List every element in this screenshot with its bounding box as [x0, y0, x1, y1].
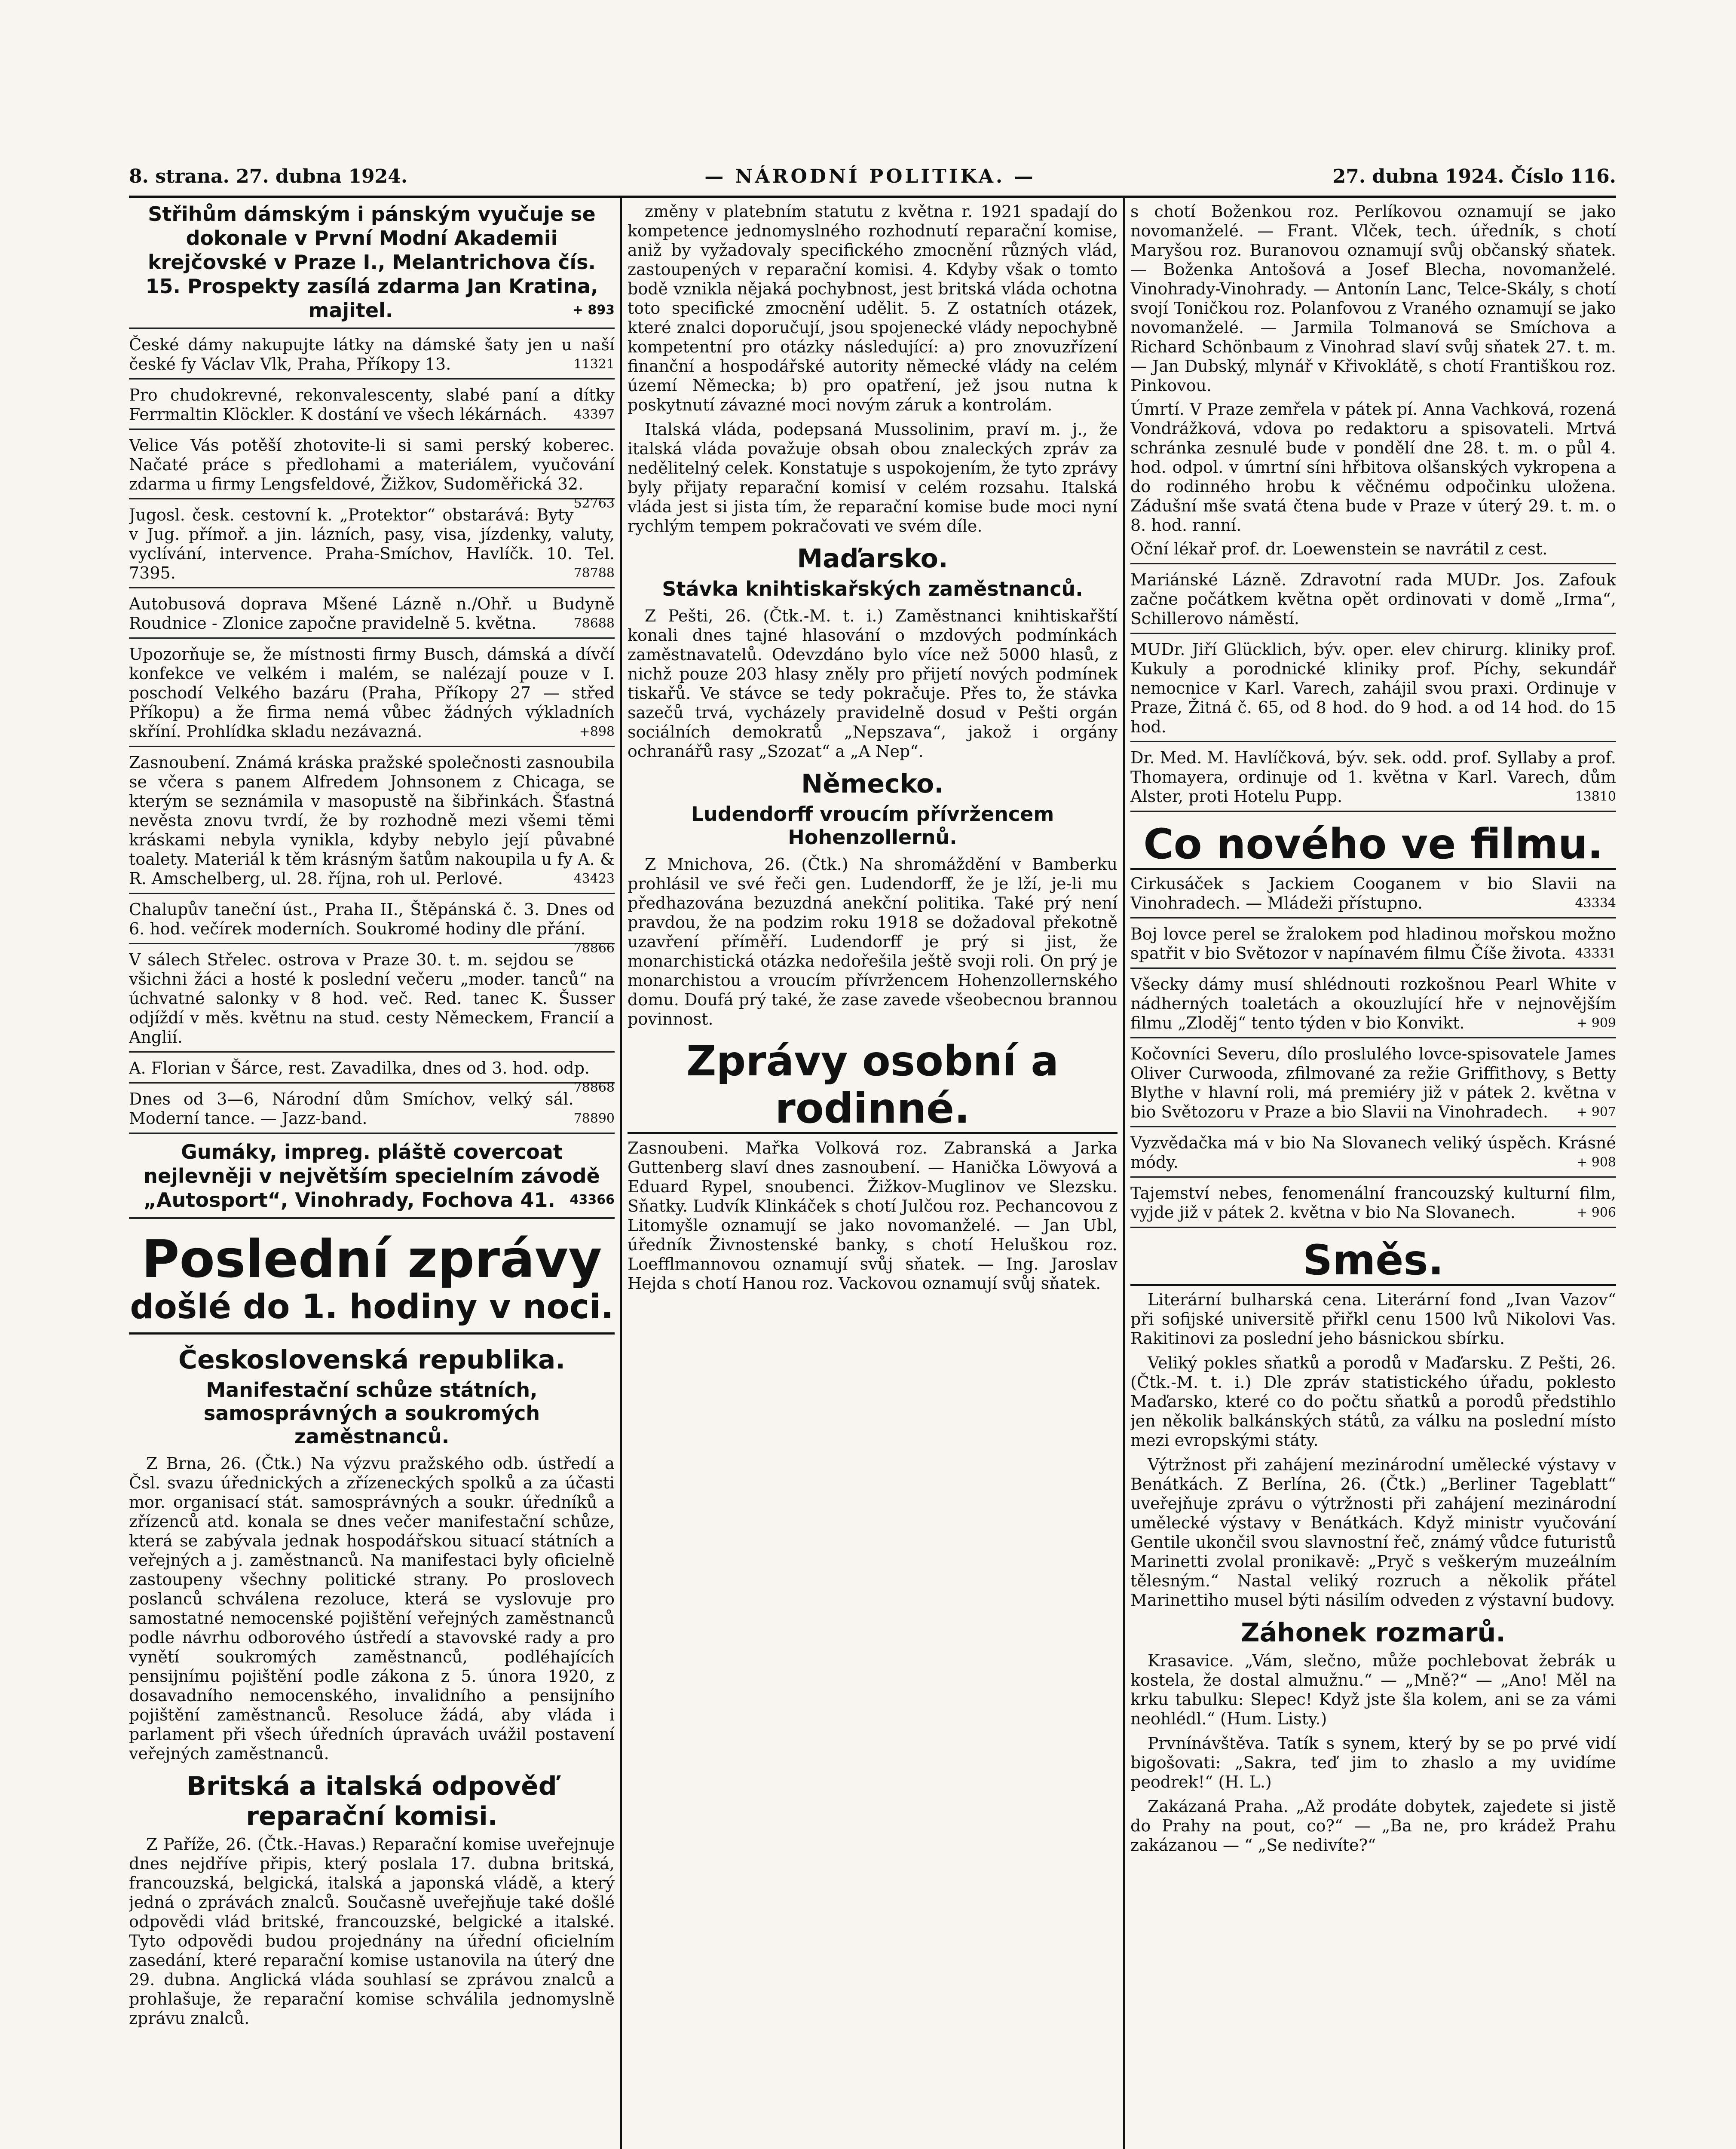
ad-chalupa-dance: Chalupův taneční úst., Praha II., Štěpánská č. 3. Dnes od 6. hod. večírek moderních. Soukromé hodiny dle přání. 78866	[129, 900, 615, 956]
film-notice: Boj lovce perel se žralokem pod hladinou mořskou možno spatřit v bio Světozor v napínavém filmu Číše života. 43331	[1130, 924, 1616, 969]
column-2	[628, 202, 1118, 2149]
section-title: Zprávy osobní a rodinné.	[628, 1038, 1118, 1134]
article-body: Literární bulharská cena. Literární fond „Ivan Vazov“ při sofijské universitě přiřkl cenu 1500 lvů Nikolovi Vas. Rakitinovi za poslední jeho básnickou sbírku.	[1130, 1290, 1616, 1348]
ad-ferrmaltin: Pro chudokrevné, rekonvalescenty, slabé paní a dítky Ferrmaltin Klöckler. K dostání ve všech lékárnách. 43397	[129, 386, 615, 430]
ad-fashion-academy: Střihům dámským i pánským vyučuje se dokonale v První Modní Akademii krejčovské v Praze I., Melantrichova čís. 15. Prospekty zasílá zdarma Jan Kratina, majitel. + 893	[129, 202, 615, 329]
article-body: Z Mnichova, 26. (Čtk.) Na shromáždění v Bamberku prohlásil ve své řeči gen. Ludendorff, že je lží, je-li mu předhazována bezuzdná anekční politika. Také prý není pravdou, že na podzim roku 1918 se dožadoval překotně uzavření příměří. Ludendorff je prý si jist, že monarchistická otázka nedořešila ještě svoji roli. On prý je monarchistou a vroucím přívržencem Hohenzollernského domu. Doufá prý také, že zase zavede všeobecnou brannou povinnost.	[628, 855, 1118, 1029]
joke: Zakázaná Praha. „Až prodáte dobytek, zajedete si jistě do Prahy na pout, co?“ — „Ba ne, pro krádež Prahu zakázanou — “ „Se nedivíte?“	[1130, 1797, 1616, 1855]
ad-engagement: Zasnoubení. Známá kráska pražské společnosti zasnoubila se včera s panem Alfredem Johnsonem z Chicaga, se kterým se seznámila v masopustě na šibřinkách. Šťastná nevěsta znovu tvrdí, že by rozhodně mezi všemi těmi kráskami nebyla vynikla, kdyby nebylo její půvabné toalety. Materiál k těm krásným šatům nakoupila u fy A. & R. Amschelberg, ul. 28. října, roh ul. Perlové. 43423	[129, 753, 615, 894]
section-title: Maďarsko.	[797, 544, 948, 574]
doctor-notice: Dr. Med. M. Havlíčková, býv. sek. odd. prof. Syllaby a prof. Thomayera, ordinuje od 1. května v Karl. Varech, dům Alster, proti Hotelu Pupp. 13810	[1130, 748, 1616, 812]
personal-news: Zasnoubeni. Mařka Volková roz. Zabranská a Jarka Guttenberg slaví dnes zasnoubení. — Hanička Löwyová a Eduard Rypel, snoubenci. Žižkov-Muglinov ve Slezsku. Sňatky. Ludvík Klinkáček s chotí Julčou roz. Pechancovou z Litomyšle oznamují se jako novomanželé. — Jan Ubl, úředník Živnostenské banky, s chotí Heluškou roz. Loefflmannovou oznamují svůj sňatek. — Ing. Jaroslav Hejda s chotí Hanou roz. Vackovou oznamují svůj sňatek.	[628, 1139, 1118, 1293]
joke: Krasavice. „Vám, slečno, může pochlebovat žebrák u kostela, že dostal almužnu.“ — „Mně?“ — „Ano! Měl na krku tabulku: Slepec! Když jste šla kolem, ani se za vámi neohlédl.“ (Hum. Listy.)	[1130, 1651, 1616, 1728]
article-headline: Manifestační schůze státních, samosprávných a soukromých zaměstnanců.	[203, 1378, 540, 1448]
section-title: Československá republika.	[178, 1345, 566, 1375]
film-notice: Všecky dámy musí shlédnouti rozkošnou Pearl White v nádherných toaletách a okouzlující hře v nejnovějším filmu „Zloděj“ tento týden v bio Konvikt. + 909	[1130, 975, 1616, 1038]
ad-persian-carpet: Velice Vás potěší zhotovite-li si sami perský koberec. Načaté práce s předlohami a materiálem, vyučování zdarma u firmy Lengsfeldové, Žižkov, Sudoměřická 32. 52763	[129, 436, 615, 511]
column-1	[129, 202, 615, 2149]
doctor-notice: Mariánské Lázně. Zdravotní rada MUDr. Jos. Zafouk začne počátkem května opět ordinovati v domě „Irma“, Schillerovo náměstí.	[1130, 570, 1616, 634]
article-body: Veliký pokles sňatků a porodů v Maďarsku. Z Pešti, 26. (Čtk.-M. t. i.) Dle zpráv statistického úřadu, poklesto Maďarsko, které co do počtu sňatků a porodů předstihlo jen několik balkánských států, za válku na poslední místo mezi evropskými státy.	[1130, 1353, 1616, 1450]
latest-news-title: Poslední zprávy	[141, 1230, 602, 1289]
article-body: Z Brna, 26. (Čtk.) Na výzvu pražského odb. ústředí a Čsl. svazu úřednických a zřízeneckých spolků a za účasti mor. organisací stát. samosprávných a soukr. úředníků a zřízenců atd. konala se dnes večer manifestační schůze, která se zabývala jednak hospodářskou situací státních a veřejných a j. zaměstnanců. Na manifestaci byly oficielně zastoupeny všechny politické strany. Po proslovech poslanců schválena rezoluce, která se vyslovuje pro samostatné nemocenské pojištění veřejných zaměstnanců podle návrhu odborového ústředí a stavovské rady a pro vynětí soukromých zaměstnanců, podléhajících pensijnímu pojištění podle zákona z 5. února 1920, z dosavadního nemocenského, invalidního a pensijního pojištění zaměstnanců. Resoluce žádá, aby vláda i parlament při všech úředních úpravách uvážil postavení veřejných zaměstnanců.	[129, 1454, 615, 1763]
ad-busch: Upozorňuje se, že místnosti firmy Busch, dámská a dívčí konfekce ve velkém i malém, se nalézají pouze v I. poschodí Velkého bazáru (Praha, Příkopy 27 — střed Příkopu) a že firma nemá vůbec žádných výkladních skříní. Prohlídka skladu nezávazná. +898	[129, 645, 615, 747]
article-headline: Ludendorff vroucím přívržencem Hohenzollernů.	[691, 802, 1054, 849]
doctor-notice: Oční lékař prof. dr. Loewenstein se navrátil z cest.	[1130, 539, 1616, 564]
film-notice: Cirkusáček s Jackiem Cooganem v bio Slavii na Vinohradech. — Mládeži přístupno. 43334	[1130, 874, 1616, 918]
ad-protektor: Jugosl. česk. cestovní k. „Protektor“ obstarává: Byty v Jug. přímoř. a jin. lázních, pasy, visa, jízdenky, valuty, vyclívání, intervence. Praha-Smíchov, Havlíčk. 10. Tel. 7395. 78788	[129, 505, 615, 588]
section-title: Záhonek rozmarů.	[1241, 1618, 1506, 1648]
article-headline: Stávka knihtiskařských zaměstnanců.	[662, 577, 1083, 600]
article-body: Z Pešti, 26. (Čtk.-M. t. i.) Zaměstnanci knihtiskařští konali dnes tajné hlasování o mzdových podmínkách zaměstnavatelů. Odevzdáno bylo více než 5000 hlasů, z nichž pouze 203 hlasy zněly pro přijetí nových podmínek tiskařů. Ve stávce se tedy pokračuje. Přes to, že stávka sazečů trvá, vycházely pravidelně dosud v Pešti orgán sociálních demokratů „Nepszava“, jakož i orgány ochranářů rasy „Szozat“ a „A Nep“.	[628, 606, 1118, 761]
article-headline: Britská a italská odpověď reparační komisi.	[187, 1771, 557, 1831]
column-divider	[620, 198, 622, 2149]
article-body: Italská vláda, podepsaná Mussolinim, praví m. j., že italská vláda považuje obsah obou znaleckých zpráv za nedělitelný celek. Konstatuje s uspokojením, že tyto zprávy byly přijaty reparační komisí v celém rozsahu. Italská vláda jest si jista tím, že reparační komise bude moci nyní rychlým tempem pokračovati ve svém díle.	[628, 420, 1118, 536]
latest-news-subtitle: došlé do 1. hodiny v noci.	[129, 1288, 615, 1335]
film-notice: Kočovníci Severu, dílo proslulého lovce-spisovatele James Oliver Curwooda, zfilmované za režie Griffithovy, s Betty Blythe v hlavní roli, má premiéry již v pátek 2. května v bio Světozoru v Praze a bio Slavii na Vinohradech. + 907	[1130, 1044, 1616, 1127]
page-header	[129, 157, 1616, 198]
header-left: 8. strana. 27. dubna 1924.	[129, 165, 408, 187]
obituary: Úmrtí. V Praze zemřela v pátek pí. Anna Vachková, rozená Vondrážková, vdova po redaktoru a spisovateli. Mrtvá schránka zesnulé bude v pondělí dne 28. t. m. o půl 4. hod. odpol. v úmrtní síni hřbitova olšanských vykropena a do rodinného hrobu k věčnému odpočinku uložena. Zádušní mše svatá čtena bude v Praze v úterý 29. t. m. o 8. hod. ranní.	[1130, 400, 1616, 535]
column-divider	[1123, 198, 1125, 2149]
film-notice: Tajemství nebes, fenomenální francouzský kulturní film, vyjde již v pátek 2. května v bio Na Slovanech. + 906	[1130, 1184, 1616, 1228]
ad-narodni-dum: Dnes od 3—6, Národní dům Smíchov, velký sál. Moderní tance. — Jazz-band. 78890	[129, 1090, 615, 1134]
column-3	[1130, 202, 1616, 2149]
masthead: — NÁRODNÍ POLITIKA. —	[704, 165, 1036, 187]
section-title: Co nového ve filmu.	[1130, 820, 1616, 870]
personal-news: s chotí Boženkou roz. Perlíkovou oznamují se jako novomanželé. — Frant. Vlček, tech. úředník, s chotí Maryšou roz. Buranovou oznamují svůj občanský sňatek. — Boženka Antošová a Josef Blecha, novomanželé. Vinohrady-Vinohrady. — Antonín Lanc, Telce-Skály, s chotí svojí Toničkou roz. Polanfovou z Vraného oznamují se jako novomanželé. — Jarmila Tolmanová se Smíchova a Richard Schönbaum z Vinohrad slaví svůj sňatek 27. t. m. — Jan Dubský, mlynář v Křivoklátě, s chotí Františkou roz. Pinkovou.	[1130, 202, 1616, 395]
article-body: Z Paříže, 26. (Čtk.-Havas.) Reparační komise uveřejnuje dnes nejdříve připis, který poslala 17. dubna britská, francouzská, belgická, italská a japonská vládě, a který jedná o zprávách znalců. Současně uveřejňuje také došlé odpovědi vlád britské, francouzské, belgické a italské. Tyto odpovědi budou projednány na úřední oficielním zasedání, které reparační komise ustanovila na úterý dne 29. dubna. Anglická vláda souhlasí se zprávou znalců a prohlašuje, že reparační komise schválila jednomyslně zprávu znalců.	[129, 1835, 615, 2028]
ad-autosport: Gumáky, impreg. pláště covercoat nejlevněji v největším specielním závodě „Autosport“, Vinohrady, Fochova 41. 43366	[129, 1140, 615, 1219]
section-title: Německo.	[801, 769, 944, 799]
section-title: Směs.	[1130, 1237, 1616, 1286]
ad-autobus: Autobusová doprava Mšené Lázně n./Ohř. u Budyně Roudnice - Zlonice započne pravidelně 5. května. 78688	[129, 594, 615, 639]
ad-strelecky-ostrov: V sálech Střelec. ostrova v Praze 30. t. m. sejdou se všichni žáci a hosté k poslední večeru „moder. tanců“ na úchvatné salonky v 8 hod. več. Red. tanec K. Šusser odjíždí v měs. květnu na stud. cesty Německem, Francií a Anglií.	[129, 950, 615, 1053]
article-body: Výtržnost při zahájení mezinárodní umělecké výstavy v Benátkách. Z Berlína, 26. (Čtk.) „Berliner Tageblatt“ uveřejňuje zprávu o výtržnosti při zahájení mezinárodní umělecké výstavy v Benátkách. Když ministr vyučování Gentile ukončil svou slavnostní řeč, známý vůdce futuristů Marinetti zvolal pronikavě: „Pryč s veškerým muzeálním tělesným.“ Nastal veliký rozruch a několik přátel Marinettiho musel býti násilím odveden z výstavní budovy.	[1130, 1455, 1616, 1610]
article-body: změny v platebním statutu z května r. 1921 spadají do kompetence jednomyslného rozhodnutí reparační komise, aniž by vyžadovaly specifického zmocnění různých vlád, zastoupených v reparační komisi. 4. Kdyby však o tomto bodě vznikla nějaká pochybnost, jest britská vláda ochotna toto specifické zmocnění udělit. 5. Z ostatních otázek, které znalci doporučují, jsou spojenecké vlády nepochybně kompetentní pro otázky následující: a) pro znovuzřízení finanční a hospodářské autority německé vlády na celém území Německa; b) pro opatření, jež jsou nutna k poskytnutí závazné moci novým záruk a kontrolám.	[628, 202, 1118, 414]
ad-czech-ladies: České dámy nakupujte látky na dámské šaty jen u naší české fy Václav Vlk, Praha, Příkopy 13. 11321	[129, 335, 615, 380]
joke: Prvnínávštěva. Tatík s synem, který by se po prvé vidí bigošovati: „Sakra, teď jim to zhaslo a my uvidíme peodrek!“ (H. L.)	[1130, 1734, 1616, 1791]
doctor-notice: MUDr. Jiří Glücklich, býv. oper. elev chirurg. kliniky prof. Kukuly a porodnické kliniky prof. Píchy, sekundář nemocnice v Karl. Varech, zahájil svou praxi. Ordinuje v Praze, Žitná č. 65, od 8 hod. do 9 hod. a od 14 hod. do 15 hod.	[1130, 640, 1616, 742]
ad-florian: A. Florian v Šárce, rest. Zavadilka, dnes od 3. hod. odp. 78868	[129, 1059, 615, 1095]
film-notice: Vyzvědačka má v bio Na Slovanech veliký úspěch. Krásné módy. + 908	[1130, 1133, 1616, 1178]
header-right: 27. dubna 1924. Číslo 116.	[1332, 165, 1616, 187]
